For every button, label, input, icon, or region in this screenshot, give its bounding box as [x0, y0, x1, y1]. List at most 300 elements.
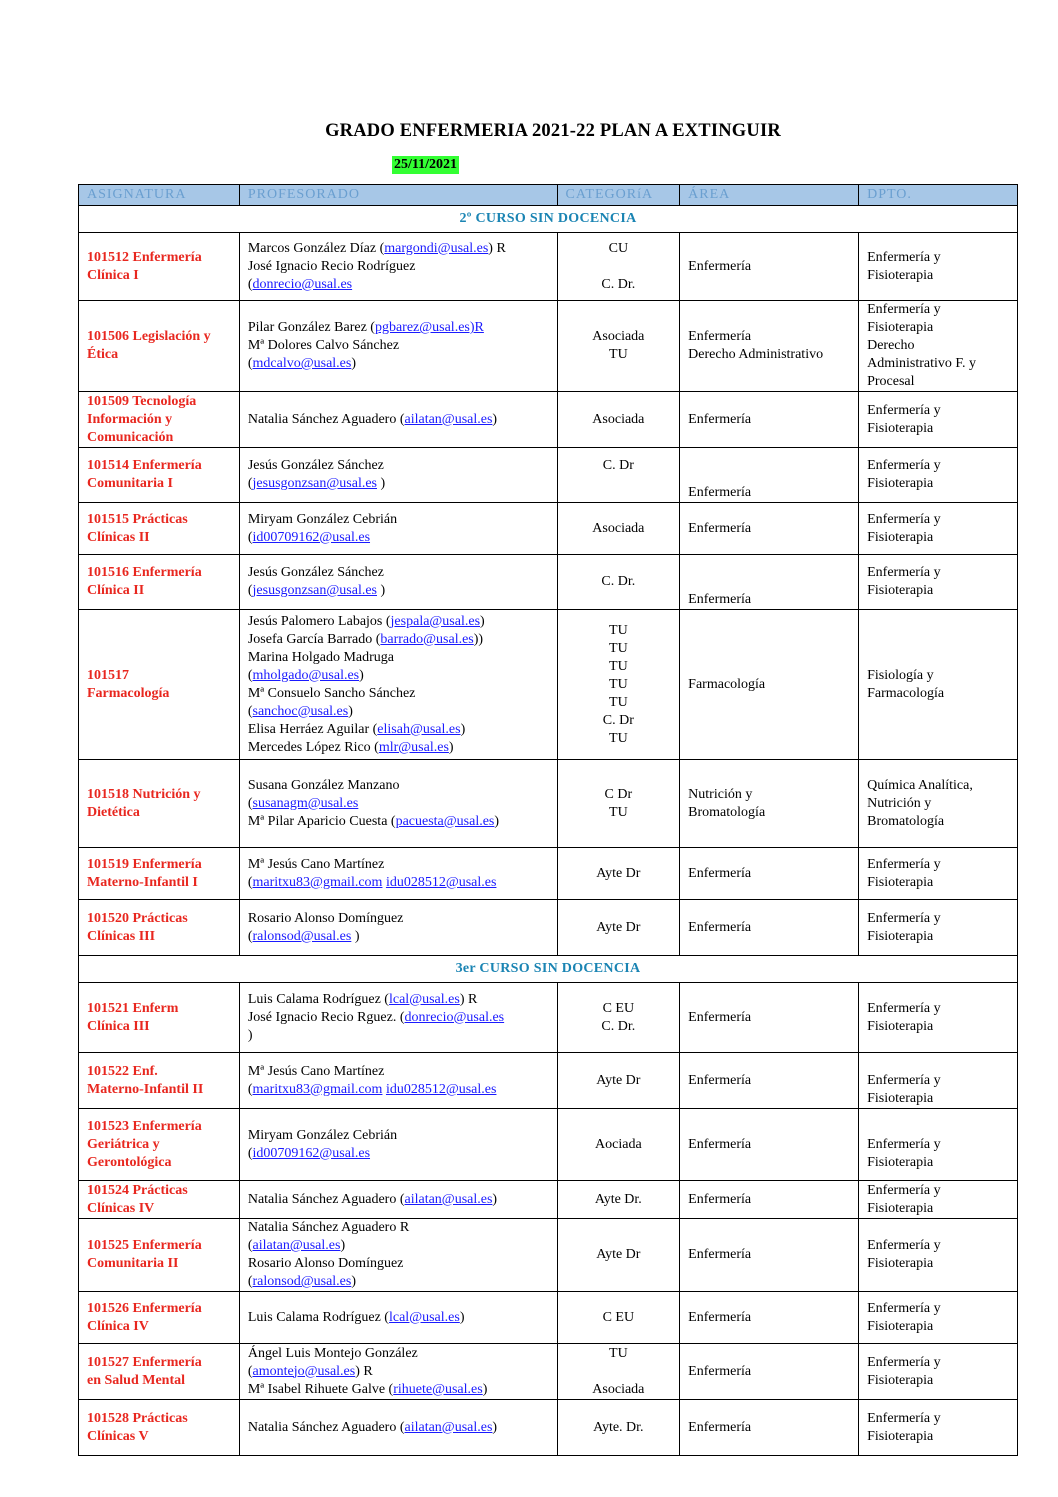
professor-cell [239, 1292, 557, 1344]
department-cell [859, 760, 1018, 848]
category-cell [557, 1344, 680, 1400]
department-cell [859, 900, 1018, 956]
professor-text: ) R [488, 240, 506, 256]
area-cell [680, 610, 859, 760]
professor-line [248, 777, 549, 795]
department-cell [859, 848, 1018, 900]
professor-text: Elisa Herráez Aguilar ( [247, 721, 378, 737]
professor-line [248, 1381, 549, 1399]
table-row [79, 1400, 1018, 1456]
department-value: Fisioterapia [867, 874, 934, 890]
subject-name: Geriátrica y [87, 1136, 160, 1152]
professor-text: ) [480, 613, 485, 629]
department-value: Enfermería y [867, 1072, 941, 1088]
category-cell [557, 1053, 680, 1109]
subject-name: Comunitaria I [87, 476, 173, 491]
table-row [79, 233, 1018, 301]
professor-line [248, 457, 549, 475]
category-cell [557, 848, 680, 900]
email-link[interactable]: id00709162@usal.es [252, 1145, 371, 1161]
table-row [79, 610, 1018, 760]
email-link[interactable]: pgbarez@usal.es)R [374, 320, 484, 335]
category-value: Asociada [592, 411, 645, 427]
email-link[interactable]: ailatan@usal.es [404, 1191, 493, 1207]
email-link[interactable]: ralonsod@usal.es [252, 1274, 352, 1289]
area-value: Enfermería [688, 485, 752, 500]
subject-name: Clínicas II [87, 529, 150, 545]
subject-cell [79, 1181, 240, 1219]
professor-text: ( [247, 667, 253, 683]
email-link[interactable]: mholgado@usal.es [252, 667, 360, 683]
subject-cell [79, 301, 240, 392]
email-link[interactable]: pacuesta@usal.es [395, 813, 495, 829]
professor-text: ) [351, 356, 357, 371]
subject-name: Clínica III [87, 1018, 150, 1034]
category-value [566, 475, 672, 493]
category-value: Asociada [592, 520, 645, 536]
email-link[interactable]: ailatan@usal.es [404, 1419, 493, 1435]
professor-text: Mª Dolores Calvo Sánchez [247, 338, 400, 353]
header-profesorado: PROFESORADO [239, 185, 557, 206]
department-value: Enfermería y [867, 1136, 941, 1152]
department-value: Enfermería y [867, 511, 941, 527]
category-cell [557, 983, 680, 1053]
category-cell [557, 503, 680, 555]
area-cell [680, 503, 859, 555]
email-link[interactable]: maritxu83@gmail.com [252, 874, 383, 890]
subject-name: 101528 Prácticas [87, 1410, 188, 1426]
category-value: Ayte Dr [596, 865, 641, 881]
area-value: Nutrición y [688, 786, 753, 802]
header-row [79, 185, 1018, 206]
table-row [79, 848, 1018, 900]
subject-cell [79, 1400, 240, 1456]
subject-name: 101512 Enfermería [87, 249, 202, 265]
department-value: Fisioterapia [867, 1256, 934, 1271]
professor-cell [239, 392, 557, 448]
professor-text: ) [492, 1419, 498, 1435]
professor-text: ( [247, 583, 253, 598]
professor-text: Jesús González Sánchez [247, 458, 384, 473]
area-cell [680, 392, 859, 448]
professor-line [248, 1145, 549, 1163]
professor-cell [239, 760, 557, 848]
email-link[interactable]: rihuete@usal.es [393, 1381, 483, 1397]
professor-line [248, 1191, 549, 1209]
subject-cell [79, 392, 240, 448]
email-link[interactable]: maritxu83@gmail.com [252, 1081, 383, 1097]
department-value: Enfermería y [867, 1410, 941, 1426]
subject-cell [79, 233, 240, 301]
professor-line [248, 649, 549, 667]
professor-text: ) [377, 583, 386, 598]
category-value: C. Dr. [601, 276, 636, 292]
email-link[interactable]: lcal@usal.es [388, 991, 460, 1007]
professor-line [248, 1237, 549, 1255]
professor-text: ( [247, 703, 253, 719]
department-value: Enfermería y [867, 1000, 941, 1016]
subject-name: Clínicas V [87, 1428, 149, 1444]
table-row [79, 503, 1018, 555]
email-link[interactable]: lcal@usal.es [388, 1309, 460, 1325]
professor-cell [239, 610, 557, 760]
professor-line [248, 910, 549, 928]
department-value: Fisioterapia [867, 1018, 934, 1034]
subject-name: 101527 Enfermería [87, 1354, 202, 1370]
section-row [79, 206, 1018, 233]
table-row [79, 1053, 1018, 1109]
area-cell [680, 983, 859, 1053]
category-value: Ayte Dr. [594, 1191, 642, 1207]
category-value: Asociada [592, 329, 645, 344]
subject-cell [79, 610, 240, 760]
subject-name: 101514 Enfermería [87, 458, 202, 473]
department-cell [859, 1053, 1018, 1109]
professor-cell [239, 900, 557, 956]
professor-text: Jesús González Sánchez [247, 565, 384, 580]
professor-cell [239, 1109, 557, 1181]
subject-cell [79, 983, 240, 1053]
professor-text: Mª Jesús Cano Martínez [247, 856, 385, 872]
subject-cell [79, 1219, 240, 1292]
area-cell [680, 1053, 859, 1109]
table-row [79, 983, 1018, 1053]
subject-name: 101518 Nutrición y [87, 786, 201, 802]
area-value: Enfermería [688, 411, 752, 427]
professor-line [248, 928, 549, 946]
professor-line [248, 475, 549, 493]
department-value [867, 1118, 1009, 1136]
table-row [79, 900, 1018, 956]
professor-text: Luis Calama Rodríguez ( [247, 1309, 389, 1325]
subject-cell [79, 1344, 240, 1400]
professor-text: ) [377, 476, 386, 491]
professor-text: ( [247, 874, 253, 890]
email-link[interactable]: id00709162@usal.es [252, 529, 371, 545]
subject-cell [79, 555, 240, 610]
professor-line [248, 1063, 549, 1081]
professor-text: Pilar González Barez ( [247, 320, 375, 335]
table-row [79, 301, 1018, 392]
area-value: Enfermería [688, 1009, 752, 1025]
professor-text: ) [340, 1238, 346, 1253]
professor-line [248, 1127, 549, 1145]
professor-text: ) [351, 928, 360, 944]
department-value: Enfermería y [867, 1300, 941, 1316]
category-cell [557, 448, 680, 503]
email-link[interactable]: susanagm@usal.es [252, 795, 359, 811]
section-title: 2º CURSO SIN DOCENCIA [79, 206, 1018, 233]
area-value: Enfermería [688, 919, 752, 935]
category-cell [557, 392, 680, 448]
professor-line [248, 721, 549, 739]
area-value [688, 448, 850, 466]
professor-line [248, 1009, 549, 1027]
department-cell [859, 503, 1018, 555]
email-link[interactable]: donrecio@usal.es [404, 1009, 505, 1025]
table-row [79, 1181, 1018, 1219]
professor-text: Susana González Manzano [247, 777, 400, 793]
subject-name: 101517 [87, 667, 129, 683]
professor-text: Jesús Palomero Labajos ( [247, 613, 391, 629]
department-cell [859, 1344, 1018, 1400]
email-link[interactable]: jespala@usal.es [390, 613, 481, 629]
professor-line [248, 1309, 549, 1327]
category-value: TU [609, 676, 628, 692]
professor-line [248, 1273, 549, 1291]
area-value: Enfermería [688, 1309, 752, 1325]
professor-line [248, 991, 549, 1009]
department-cell [859, 983, 1018, 1053]
subject-name: 101522 Enf. [87, 1063, 158, 1079]
department-cell [859, 1292, 1018, 1344]
professor-text: Rosario Alonso Domínguez [247, 1256, 404, 1271]
department-value: Enfermería y [867, 565, 941, 580]
professor-text: ) [492, 1191, 498, 1207]
category-value: Ayte Dr [596, 919, 641, 935]
department-value: Enfermería y [867, 910, 941, 926]
section-title: 3er CURSO SIN DOCENCIA [79, 956, 1018, 983]
area-value: Enfermería [688, 1247, 752, 1262]
email-link[interactable]: amontejo@usal.es [252, 1363, 356, 1379]
professor-line [248, 1419, 549, 1437]
area-value: Enfermería [688, 1072, 752, 1088]
category-cell [557, 900, 680, 956]
professor-text: ) [460, 721, 466, 737]
table-row [79, 1109, 1018, 1181]
subject-name: 101520 Prácticas [87, 910, 188, 926]
department-cell [859, 233, 1018, 301]
area-value: Enfermería [688, 592, 752, 607]
professor-line [248, 411, 549, 429]
category-value: C. Dr [602, 458, 634, 473]
department-value: Fisioterapia [867, 320, 934, 335]
subject-name: 101515 Prácticas [87, 511, 188, 527]
department-value: Farmacología [867, 685, 945, 701]
department-cell [859, 1109, 1018, 1181]
professor-text: ( [247, 795, 253, 811]
subject-name: Clínica I [87, 267, 139, 283]
professor-line [248, 856, 549, 874]
header-categoria: CATEGORíA [557, 185, 680, 206]
professor-text: ) [247, 1027, 253, 1043]
category-value: TU [609, 1345, 628, 1361]
area-value: Enfermería [688, 1363, 752, 1379]
email-link[interactable]: jesusgonzsan@usal.es [252, 583, 377, 598]
professor-line [248, 874, 549, 892]
subject-name: Información y [87, 411, 173, 427]
department-value: Enfermería y [867, 302, 941, 317]
department-value: Enfermería y [867, 1238, 941, 1253]
department-value: Bromatología [867, 813, 945, 829]
professor-text: Mª Pilar Aparicio Cuesta ( [247, 813, 396, 829]
subject-name: Dietética [87, 804, 140, 820]
department-value: Fisioterapia [867, 529, 934, 545]
area-cell [680, 760, 859, 848]
category-value: TU [609, 804, 628, 820]
professor-line [248, 739, 549, 757]
professor-text: ( [247, 1274, 253, 1289]
table-row [79, 448, 1018, 503]
subject-name: Clínicas III [87, 928, 156, 944]
subject-cell [79, 848, 240, 900]
department-cell [859, 301, 1018, 392]
professor-cell [239, 233, 557, 301]
professor-cell [239, 301, 557, 392]
professor-text: ) [348, 703, 353, 719]
professor-text: Miryam González Cebrián [247, 1127, 398, 1143]
subject-name: 101516 Enfermería [87, 565, 202, 580]
department-cell [859, 555, 1018, 610]
area-value [688, 555, 850, 573]
professor-line [248, 337, 549, 355]
department-value: Procesal [867, 374, 915, 389]
department-value: Fisioterapia [867, 583, 934, 598]
header-asignatura: ASIGNATURA [79, 185, 240, 206]
professor-line [248, 1345, 549, 1363]
professor-text: ( [247, 529, 253, 545]
professor-text: Marcos González Díaz ( [247, 240, 385, 256]
professor-cell [239, 1053, 557, 1109]
department-cell [859, 610, 1018, 760]
area-value [688, 466, 850, 484]
email-link[interactable]: idu028512@usal.es [385, 1081, 497, 1097]
email-link[interactable]: sanchoc@usal.es [252, 703, 349, 719]
subject-name: 101523 Enfermería [87, 1118, 202, 1134]
category-value: Ayte Dr [596, 1247, 641, 1262]
area-value: Enfermería [688, 258, 752, 274]
professor-text: Rosario Alonso Domínguez [247, 910, 404, 926]
professor-text: ( [247, 276, 253, 292]
email-link[interactable]: mlr@usal.es [378, 739, 449, 755]
department-value: Nutrición y [867, 795, 932, 811]
professor-line [248, 258, 549, 276]
subject-name: 101524 Prácticas [87, 1182, 188, 1198]
email-link[interactable]: ailatan@usal.es [252, 1238, 341, 1253]
email-link[interactable]: idu028512@usal.es [385, 874, 497, 890]
email-link[interactable]: elisah@usal.es [377, 721, 461, 737]
subject-name: Materno-Infantil I [87, 874, 198, 890]
table-row [79, 392, 1018, 448]
category-value: C. Dr. [601, 1018, 636, 1034]
area-value: Enfermería [688, 520, 752, 536]
department-value: Fisioterapia [867, 928, 934, 944]
table-row [79, 1292, 1018, 1344]
professor-text: ) [459, 1309, 465, 1325]
table-row [79, 760, 1018, 848]
category-cell [557, 1292, 680, 1344]
professor-line [248, 1255, 549, 1273]
professor-line [248, 1219, 549, 1237]
category-value: TU [609, 347, 628, 362]
subject-name: Clínica II [87, 583, 145, 598]
subject-name: 101525 Enfermería [87, 1238, 202, 1253]
table-row [79, 555, 1018, 610]
department-value: Derecho [867, 338, 915, 353]
professor-text: ( [247, 1081, 253, 1097]
department-cell [859, 1219, 1018, 1292]
professor-text: ) [448, 739, 454, 755]
department-value: Enfermería y [867, 249, 941, 265]
category-value: TU [609, 640, 628, 656]
area-value: Derecho Administrativo [688, 347, 824, 362]
department-value: Fisioterapia [867, 476, 934, 491]
department-value: Fisioterapia [867, 1428, 934, 1444]
professor-text: ) R [459, 991, 478, 1007]
area-cell [680, 1344, 859, 1400]
department-value: Administrativo F. y [867, 356, 977, 371]
professor-line [248, 240, 549, 258]
area-cell [680, 448, 859, 503]
subject-name: Gerontológica [87, 1154, 172, 1170]
subject-name: Comunitaria II [87, 1256, 179, 1271]
subject-cell [79, 1109, 240, 1181]
subject-cell [79, 1292, 240, 1344]
area-value [688, 573, 850, 591]
category-cell [557, 1400, 680, 1456]
category-value: C EU [602, 1000, 635, 1016]
category-value [566, 1363, 672, 1381]
professor-text: José Ignacio Recio Rodríguez [247, 258, 416, 274]
subject-name: Ética [87, 347, 119, 362]
email-link[interactable]: mdcalvo@usal.es [252, 356, 352, 371]
professor-line [248, 276, 549, 294]
email-link[interactable]: ralonsod@usal.es [252, 928, 352, 944]
area-value: Enfermería [688, 329, 752, 344]
email-link[interactable]: ailatan@usal.es [404, 411, 493, 427]
area-value: Farmacología [688, 676, 766, 692]
subject-cell [79, 900, 240, 956]
department-cell [859, 392, 1018, 448]
professor-text: ( [247, 928, 253, 944]
department-cell [859, 1181, 1018, 1219]
category-value: C. Dr. [601, 574, 636, 589]
professor-cell [239, 848, 557, 900]
professor-text: José Ignacio Recio Rguez. ( [247, 1009, 405, 1025]
area-cell [680, 1219, 859, 1292]
professor-cell [239, 1400, 557, 1456]
professor-cell [239, 983, 557, 1053]
email-link[interactable]: barrado@usal.es [380, 631, 474, 647]
professor-line [248, 529, 549, 547]
professor-text: Mª Consuelo Sancho Sánchez [247, 685, 416, 701]
department-value: Fisioterapia [867, 1372, 934, 1388]
professor-text: ( [247, 1363, 253, 1379]
department-cell [859, 1400, 1018, 1456]
category-value: Aociada [595, 1136, 642, 1152]
subject-name: 101521 Enferm [87, 1000, 179, 1016]
professor-text: ) R [355, 1363, 373, 1379]
area-value: Bromatología [688, 804, 766, 820]
department-value: Enfermería y [867, 402, 941, 418]
department-value: Química Analítica, [867, 777, 973, 793]
department-value [867, 1054, 1009, 1072]
department-value: Enfermería y [867, 856, 941, 872]
category-value [566, 258, 672, 276]
category-cell [557, 1109, 680, 1181]
category-value: TU [609, 694, 628, 710]
subject-cell [79, 1053, 240, 1109]
email-link[interactable]: donrecio@usal.es [252, 276, 353, 292]
subject-cell [79, 448, 240, 503]
professor-text: Miryam González Cebrián [247, 511, 398, 527]
email-link[interactable]: margondi@usal.es [384, 240, 489, 256]
area-value: Enfermería [688, 865, 752, 881]
email-link[interactable]: jesusgonzsan@usal.es [252, 476, 377, 491]
professor-text: Natalia Sánchez Aguadero ( [247, 411, 405, 427]
area-cell [680, 900, 859, 956]
professor-text: Luis Calama Rodríguez ( [247, 991, 389, 1007]
